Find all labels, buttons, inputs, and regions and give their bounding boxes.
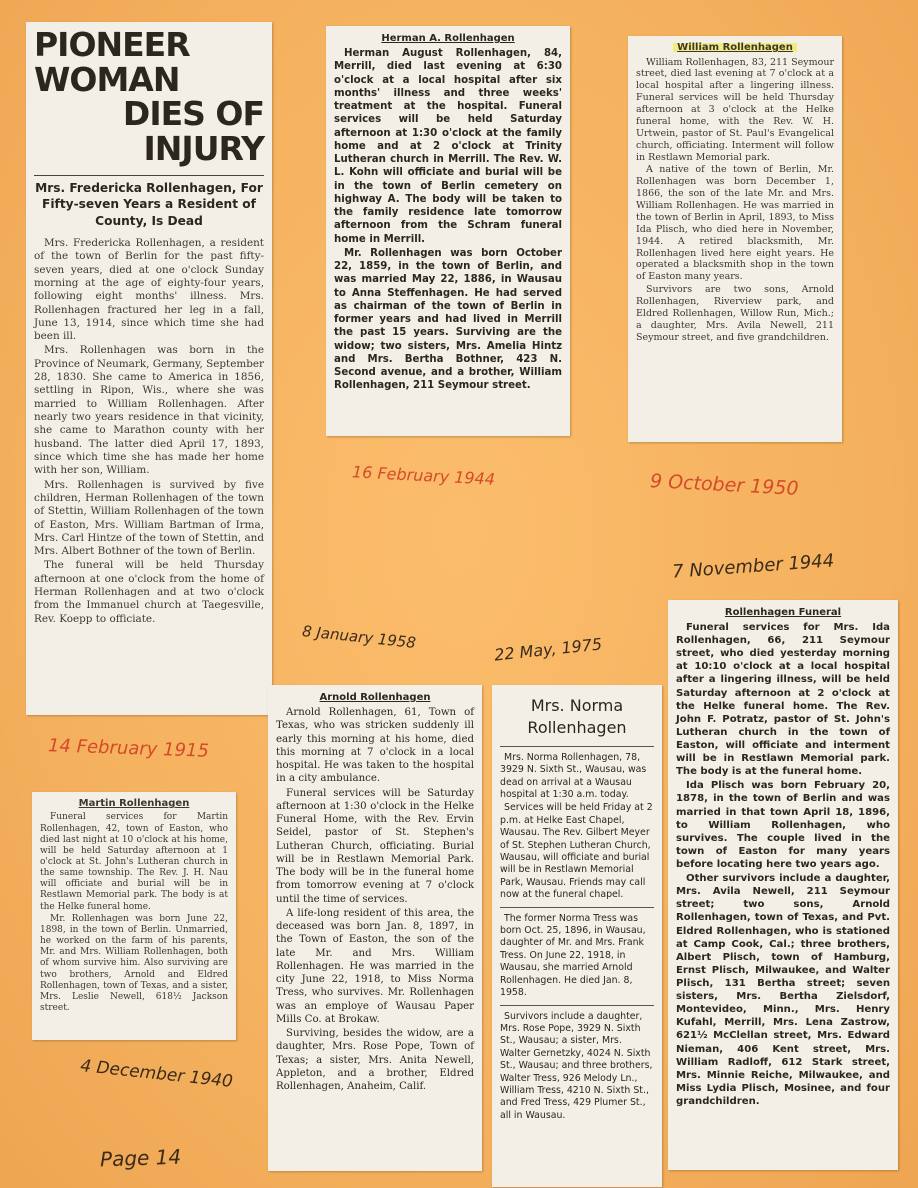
- paragraph: The former Norma Tress was born Oct. 25, 1896, in Wausau, daughter of Mr. and Mrs. Frank Tress. On June 22, 1918, in Wausau, she married Arnold Rollenhagen. He died Jan. 8, 1958.: [500, 912, 646, 999]
- paragraph: Mrs. Norma Rollenhagen, 78, 3929 N. Sixth St., Wausau, was dead on arrival at a Wausau hospital at 1:30 a.m. today.: [500, 751, 647, 800]
- paragraph: A native of the town of Berlin, Mr. Rollenhagen was born December 1, 1866, the son of the late Mr. and Mrs. William Rollenhagen. He was married in the town of Berlin in April, 1893, to Miss Ida Plisch, who died here in November, 1944. A retired blacksmith, Mr. Rollenhagen lived here eight years. He operated a blacksmith shop in the town of Easton many years.: [636, 164, 834, 283]
- paragraph: Funeral services will be Saturday afternoon at 1:30 o'clock in the Helke Funeral Home, with the Rev. Ervin Seidel, pastor of St. Stephen's Lutheran Church, officiating. Burial will be in Restlawn Memorial Park. The body will be in the funeral home from tomorrow evening at 7 o'clock until the time of services.: [276, 787, 474, 905]
- paragraph: Survivors are two sons, Arnold Rollenhagen, Riverview park, and Eldred Rollenhagen, Willow Run, Mich.; a daughter, Mrs. Avila Newell, 211 Seymour street, and five grandchildren.: [636, 284, 834, 343]
- clipping-heading: William Rollenhagen: [673, 42, 797, 53]
- paragraph: Mrs. Rollenhagen is survived by five children, Herman Rollenhagen of the town of Stettin, William Rollenhagen of the town of Easton, Mrs. William Bartman of Irma, Mrs. Carl Hintze of the town of Stettin, and Mrs. Albert Bothner of the town of Berlin.: [34, 478, 264, 558]
- paragraph: Funeral services for Martin Rollenhagen, 42, town of Easton, who died last night at 10 o'clock at his home, will be held Saturday afternoon at 1 o'clock at St. John's Lutheran church in the same township. The Rev. J. H. Nau will officiate and burial will be in Restlawn Memorial park. The body is at the Helke funeral home.: [40, 812, 228, 912]
- clipping-heading: Arnold Rollenhagen: [319, 692, 431, 703]
- clipping-heading: Herman A. Rollenhagen: [381, 33, 515, 44]
- paragraph: Mrs. Rollenhagen was born in the Province of Neumark, Germany, September 28, 1830. She came to America in 1856, settling in Ripon, Wis., where she was married to William Rollenhagen. After nearly two years residence in that vicinity, she came to Marathon county with her husband. The latter died April 17, 1893, since which time she has made her home with her son, William.: [34, 344, 264, 477]
- divider: [500, 746, 654, 747]
- paragraph: William Rollenhagen, 83, 211 Seymour street, died last evening at 7 o'clock at a local hospital after a lingering illness. Funeral services will be held Thursday afternoon at 3 o'clock at the Helke funeral home, with the Rev. W. H. Urtwein, pastor of St. Paul's Evangelical church, officiating. Interment will follow in Restlawn Memorial park.: [636, 56, 834, 163]
- clipping-ida-rollenhagen-funeral: [668, 600, 898, 1170]
- heading-line-1: Mrs. Norma: [530, 696, 624, 715]
- clipping-martin-rollenhagen: [32, 792, 236, 1040]
- paragraph: Other survivors include a daughter, Mrs. Avila Newell, 211 Seymour street; two sons, Arnold Rollenhagen, town of Texas, and Pvt. Eldred Rollenhagen, who is stationed at Camp Cook, Cal.; three brothers, Albert Plisch, town of Hamburg, Ernst Plisch, Milwaukee, and Walter Plisch, 131 Bertha street; seven sisters, Mrs. Bertha Zielsdorf, Montevideo, Minn., Mrs. Henry Kufahl, Merrill, Mrs. Lena Zastrow, 621½ McClellan street, Mrs. Edward Nieman, 406 Kent street, Mrs. William Radloff, 612 Stark street, Mrs. Minnie Reiche, Milwaukee, and Miss Lydia Plisch, Mosinee, and four grandchildren.: [676, 873, 890, 1107]
- paragraph: Mrs. Fredericka Rollenhagen, a resident of the town of Berlin for the past fifty-seven years, died at one o'clock Sunday morning at the age of eighty-four years, following eight months' illness. Mrs. Rollenhagen fractured her leg in a fall, June 13, 1914, since which time she had been ill.: [34, 236, 264, 343]
- clipping-heading-wrap: [636, 42, 834, 55]
- divider: [500, 1005, 654, 1006]
- handwritten-date-feb-1944: 16 February 1944: [351, 462, 496, 489]
- subheadline: Mrs. Fredericka Rollenhagen, For Fifty-seven Years a Resident of County, Is Dead: [34, 175, 264, 229]
- clipping-heading: Rollenhagen Funeral: [724, 607, 842, 618]
- handwritten-date-1975: 22 May, 1975: [493, 634, 603, 665]
- handwritten-date-nov-1944: 7 November 1944: [671, 550, 835, 583]
- paragraph: Services will be held Friday at 2 p.m. at Helke East Chapel, Wausau. The Rev. Gilbert Meyer of St. Stephen Lutheran Church, Wausau, will officiate and burial will be in Restlawn Memorial Park, Wausau. Friends may call now at the funeral chapel.: [500, 802, 653, 901]
- paragraph: Herman August Rollenhagen, 84, Merrill, died last evening at 6:30 o'clock at a local hospital after six months' illness and three weeks' treatment at the hospital. Funeral services will be held Saturday afternoon at 1:30 o'clock at the family home and at 2 o'clock at Trinity Lutheran church in Merrill. The Rev. W. L. Kohn will officiate and burial will be in the town of Berlin cemetery on highway A. The body will be taken to the family residence late tomorrow afternoon from the Schram funeral home in Merrill.: [334, 48, 562, 245]
- page-number: Page 14: [99, 1144, 182, 1172]
- paragraph: The funeral will be held Thursday afternoon at one o'clock from the home of Herman Rollenhagen and at two o'clock from the Immanuel church at Taegesville, Rev. Koepp to officiate.: [34, 559, 264, 625]
- clipping-herman-rollenhagen: [326, 26, 570, 436]
- clipping-arnold-rollenhagen: [268, 685, 482, 1171]
- handwritten-date-1940: 4 December 1940: [79, 1056, 234, 1092]
- heading-line-2: Rollenhagen: [527, 718, 627, 738]
- paragraph: Mr. Rollenhagen was born October 22, 1859, in the town of Berlin, and was married May 22, 1886, in Wausau to Anna Steffenhagen. He had served as chairman of the town of Berlin in former years and had lived in Merrill the past 15 years. Surviving are the widow; two sisters, Mrs. Amelia Hintz and Mrs. Bertha Bothner, 423 N. Second avenue, and a brother, William Rollenhagen, 211 Seymour street.: [334, 247, 562, 392]
- clipping-norma-rollenhagen: [492, 685, 662, 1187]
- headline-line-1: PIONEER WOMAN: [34, 25, 190, 99]
- paragraph: A life-long resident of this area, the deceased was born Jan. 8, 1897, in the Town of Easton, the son of the late Mr. and Mrs. William Rollenhagen. He was married in the city June 22, 1918, to Miss Norma Tress, who survives. Mr. Rollenhagen was an employe of Wausau Paper Mills Co. at Brokaw.: [276, 907, 474, 1025]
- paragraph: Survivors include a daughter, Mrs. Rose Pope, 3929 N. Sixth St., Wausau; a sister, Mrs. Walter Gernetzky, 4024 N. Sixth St., Wausau; and three brothers, Walter Tress, 926 Melody Ln., William Tress, 4210 N. Sixth St., and Fred Tress, 429 Plumer St., all in Wausau.: [500, 1010, 653, 1121]
- paragraph: Arnold Rollenhagen, 61, Town of Texas, who was stricken suddenly ill early this morning at his home, died this morning at 7 o'clock in a local hospital. He was taken to the hospital in a city ambulance.: [276, 707, 474, 785]
- paragraph: Ida Plisch was born February 20, 1878, in the town of Berlin and was married in that town April 18, 1896, to William Rollenhagen, who survives. The couple lived in the town of Easton for many years before locating here two years ago.: [676, 780, 890, 870]
- clipping-heading: [500, 695, 654, 740]
- paragraph: Mr. Rollenhagen was born June 22, 1898, in the town of Berlin. Unmarried, he worked on the farm of his parents, Mr. and Mrs. William Rollenhagen, both of whom survive him. Also surviving are two brothers, Arnold and Eldred Rollenhagen, town of Texas, and a sister, Mrs. Leslie Newell, 618½ Jackson street.: [40, 913, 228, 1014]
- clipping-heading: Martin Rollenhagen: [78, 798, 190, 809]
- handwritten-date-1958: 8 January 1958: [301, 622, 417, 652]
- paragraph: Surviving, besides the widow, are a daughter, Mrs. Rose Pope, Town of Texas; a sister, Mrs. Anita Newell, Appleton, and a brother, Eldred Rollenhagen, Anaheim, Calif.: [276, 1028, 474, 1092]
- divider: [500, 907, 654, 908]
- handwritten-date-1915: 14 February 1915: [47, 735, 210, 762]
- headline-line-2: DIES OF INJURY: [122, 94, 264, 168]
- clipping-william-rollenhagen: [628, 36, 842, 442]
- handwritten-date-1950: 9 October 1950: [649, 470, 800, 500]
- paragraph: Funeral services for Mrs. Ida Rollenhagen, 66, 211 Seymour street, who died yesterday morning at 10:10 o'clock at a local hospital after a lingering illness, will be held Saturday afternoon at 2 o'clock at the Helke funeral home. The Rev. John F. Potratz, pastor of St. John's Lutheran church in the town of Easton, will officiate and interment will be in Restlawn Memorial park. The body is at the funeral home.: [676, 622, 890, 778]
- clipping-pioneer-woman: [26, 22, 272, 715]
